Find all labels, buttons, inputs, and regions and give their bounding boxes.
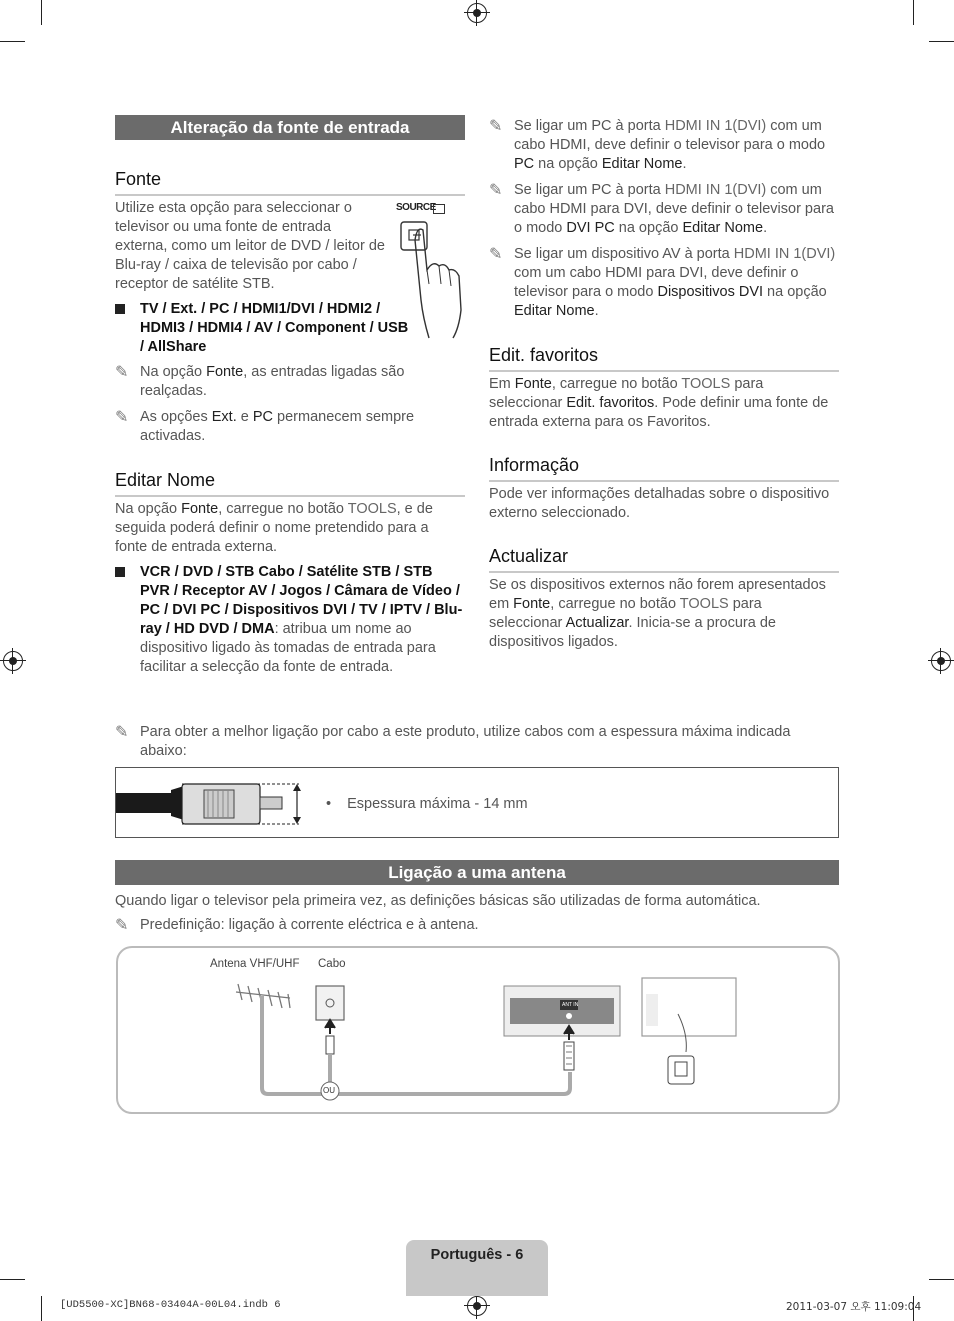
crop-mark: [0, 41, 25, 42]
cable-plug-icon: [116, 768, 316, 837]
hdmi-note-3: ✎ Se ligar um dispositivo AV à porta HDMI IN 1(DVI) com um cabo HDMI para DVI, deve definir o televisor para o modo Dispositivos DVI na opção Editar Nome.: [489, 246, 836, 319]
antenna-section-bar: Ligação a uma antena: [115, 860, 839, 885]
label-cabo: Cabo: [318, 958, 346, 970]
crop-mark: [41, 0, 42, 25]
cable-note: ✎ Para obter a melhor ligação por cabo a este produto, utilize cabos com a espessura máxima indicada abaixo:: [115, 724, 791, 759]
registration-mark-icon: [467, 1296, 487, 1316]
fonte-note-1: ✎ Na opção Fonte, as entradas ligadas são realçadas.: [115, 364, 405, 399]
editar-nome-bullet: VCR / DVD / STB Cabo / Satélite STB / STB PVR / Receptor AV / Jogos / Câmara de Vídeo / PC / DVI PC / Dispositivos DVI / TV / IPTV / Blu-ray / HD DVD / DMA: atribua um nome ao dispositivo ligado às tomadas de entrada para facilitar a selecção da fonte de entrada.: [115, 563, 465, 677]
fonte-note-2: ✎ As opções Ext. e PC permanecem sempre activadas.: [115, 409, 415, 444]
pencil-icon: ✎: [489, 182, 503, 199]
label-vhf-uhf: Antena VHF/UHF: [210, 958, 300, 970]
crop-mark: [913, 0, 914, 25]
registration-mark-icon: [467, 3, 487, 23]
antenna-intro: Quando ligar o televisor pela primeira vez, as definições básicas são utilizadas de forma automática.: [115, 893, 761, 909]
page-tab: [406, 1240, 548, 1296]
pencil-icon: ✎: [115, 364, 129, 381]
crop-mark: [929, 41, 954, 42]
page-number: Português - 6: [430, 1247, 524, 1263]
antenna-note: ✎ Predefinição: ligação à corrente eléctrica e à antena.: [115, 917, 479, 934]
hdmi-note-2: ✎ Se ligar um PC à porta HDMI IN 1(DVI) com um cabo HDMI para DVI, deve definir o televisor para o modo DVI PC na opção Editar Nome.: [489, 182, 834, 236]
crop-mark: [0, 1279, 25, 1280]
file-info: [UD5500-XC]BN68-03404A-00L04.indb 6: [60, 1299, 281, 1311]
pencil-icon: ✎: [489, 118, 503, 135]
section-bar: Alteração da fonte de entrada: [115, 115, 465, 140]
cable-box: [115, 767, 839, 838]
source-label: SOURCE: [396, 202, 436, 213]
registration-mark-icon: [931, 651, 951, 671]
fonte-intro: Utilize esta opção para seleccionar o televisor ou uma fonte de entrada externa, como um leitor de DVD / leitor de Blu-ray / caixa de televisão por cabo / receptor de satélite STB.: [115, 200, 385, 292]
actualizar-heading: Actualizar: [489, 546, 839, 573]
bullet-square-icon: [115, 567, 125, 577]
pencil-icon: ✎: [115, 917, 129, 934]
label-ou: OU: [323, 1086, 335, 1095]
pencil-icon: ✎: [489, 246, 503, 263]
hdmi-note-1: ✎ Se ligar um PC à porta HDMI IN 1(DVI) com um cabo HDMI, deve definir o televisor para o modo PC na opção Editar Nome.: [489, 118, 826, 172]
favoritos-heading: Edit. favoritos: [489, 345, 839, 372]
actualizar-text: Se os dispositivos externos não forem apresentados em Fonte, carregue no botão TOOLS para seleccionar Actualizar. Inicia-se a procura de dispositivos ligados.: [489, 577, 826, 650]
antenna-diagram: [116, 946, 840, 1114]
cable-spec: • Espessura máxima - 14 mm: [326, 796, 528, 812]
crop-mark: [929, 1279, 954, 1280]
antenna-connection-icon: [118, 948, 838, 1112]
ant-in-label: ANT IN: [562, 1002, 579, 1008]
favoritos-text: Em Fonte, carregue no botão TOOLS para seleccionar Edit. favoritos. Pode definir uma fonte de entrada externa para os Favoritos.: [489, 376, 829, 430]
registration-mark-icon: [3, 651, 23, 671]
informacao-heading: Informação: [489, 455, 839, 482]
editar-nome-text: Na opção Fonte, carregue no botão TOOLS, e de seguida poderá definir o nome pretendido para a fonte de entrada externa.: [115, 501, 433, 555]
editar-nome-heading: Editar Nome: [115, 470, 465, 497]
informacao-text: Pode ver informações detalhadas sobre o dispositivo externo seleccionado.: [489, 486, 830, 521]
fonte-heading: Fonte: [115, 169, 465, 196]
pencil-icon: ✎: [115, 409, 129, 426]
pencil-icon: ✎: [115, 724, 129, 741]
bullet-square-icon: [115, 304, 125, 314]
date-info: 2011-03-07 오후 11:09:04: [786, 1301, 922, 1313]
fonte-bullet: TV / Ext. / PC / HDMI1/DVI / HDMI2 / HDMI3 / HDMI4 / AV / Component / USB / AllShare: [115, 300, 415, 357]
crop-mark: [41, 1296, 42, 1321]
